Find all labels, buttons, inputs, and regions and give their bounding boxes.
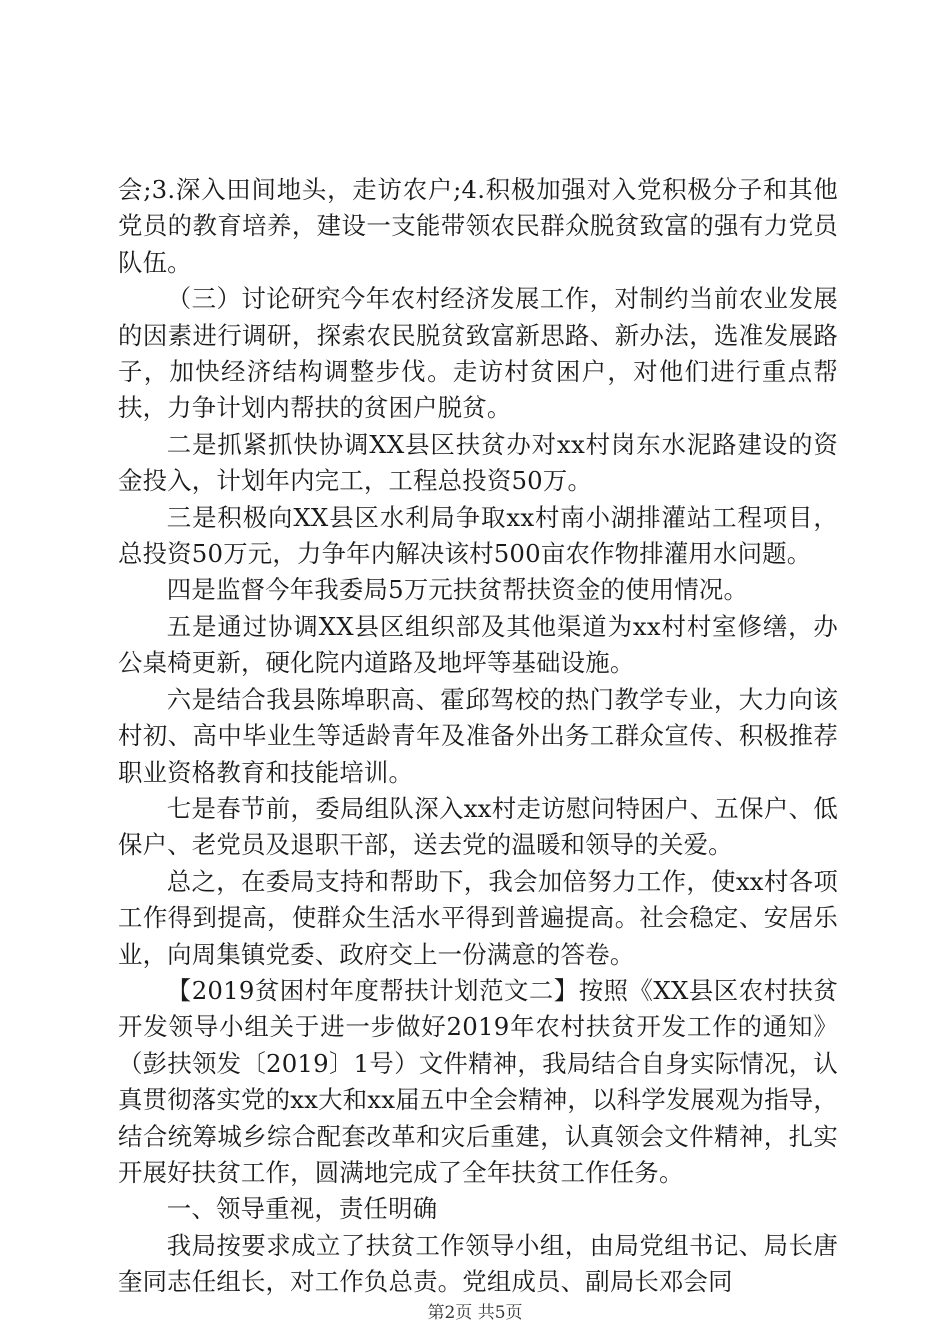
section-heading-leadership: 一、领导重视，责任明确 <box>166 1194 438 1224</box>
document-body <box>118 172 838 1301</box>
paragraph-item-seven: 七是春节前，委局组队深入xx村走访慰问特困户、五保户、低保户、老党员及退职干部，送去党的温暖和领导的关爱。 <box>118 793 838 860</box>
paragraph-item-two: 二是抓紧抓快协调XX县区扶贫办对xx村岗东水泥路建设的资金投入，计划年内完工，工程总投资50万。 <box>118 429 838 496</box>
paragraph-item-three: 三是积极向XX县区水利局争取xx村南小湖排灌站工程项目，总投资50万元，力争年内解决该村500亩农作物排灌用水问题。 <box>118 502 838 569</box>
page-number-footer: 第2页 共5页 <box>427 1303 523 1323</box>
paragraph-leadership-group: 我局按要求成立了扶贫工作领导小组，由局党组书记、局长唐奎同志任组长，对工作负总责。党组成员、副局长邓会同 <box>118 1230 838 1297</box>
paragraph-item-six: 六是结合我县陈埠职高、霍邱驾校的热门教学专业，大力向该村初、高中毕业生等适龄青年及准备外出务工群众宣传、积极推荐职业资格教育和技能培训。 <box>118 684 838 787</box>
paragraph-item-four: 四是监督今年我委局5万元扶贫帮扶资金的使用情况。 <box>166 575 749 605</box>
paragraph-summary: 总之，在委局支持和帮助下，我会加倍努力工作，使xx村各项工作得到提高，使群众生活水平得到普遍提高。社会稳定、安居乐业，向周集镇党委、政府交上一份满意的答卷。 <box>118 866 838 969</box>
paragraph-continuation: 会;3.深入田间地头，走访农户;4.积极加强对入党积极分子和其他党员的教育培养，建设一支能带领农民群众脱贫致富的强有力党员队伍。 <box>118 175 838 277</box>
paragraph-section-three: （三）讨论研究今年农村经济发展工作，对制约当前农业发展的因素进行调研，探索农民脱贫致富新思路、新办法，选准发展路子，加快经济结构调整步伐。走访村贫困户，对他们进行重点帮扶，力争计划内帮扶的贫困户脱贫。 <box>118 284 838 423</box>
paragraph-item-five: 五是通过协调XX县区组织部及其他渠道为xx村村室修缮，办公桌椅更新，硬化院内道路及地坪等基础设施。 <box>118 611 838 678</box>
paragraph-sample-two-intro: 【2019贫困村年度帮扶计划范文二】按照《XX县区农村扶贫开发领导小组关于进一步做好2019年农村扶贫开发工作的通知》（彭扶领发〔2019〕1号）文件精神，我局结合自身实际情况，认真贯彻落实党的xx大和xx届五中全会精神，以科学发展观为指导，结合统筹城乡综合配套改革和灾后重建，认真领会文件精神，扎实开展好扶贫工作，圆满地完成了全年扶贫工作任务。 <box>118 975 838 1187</box>
